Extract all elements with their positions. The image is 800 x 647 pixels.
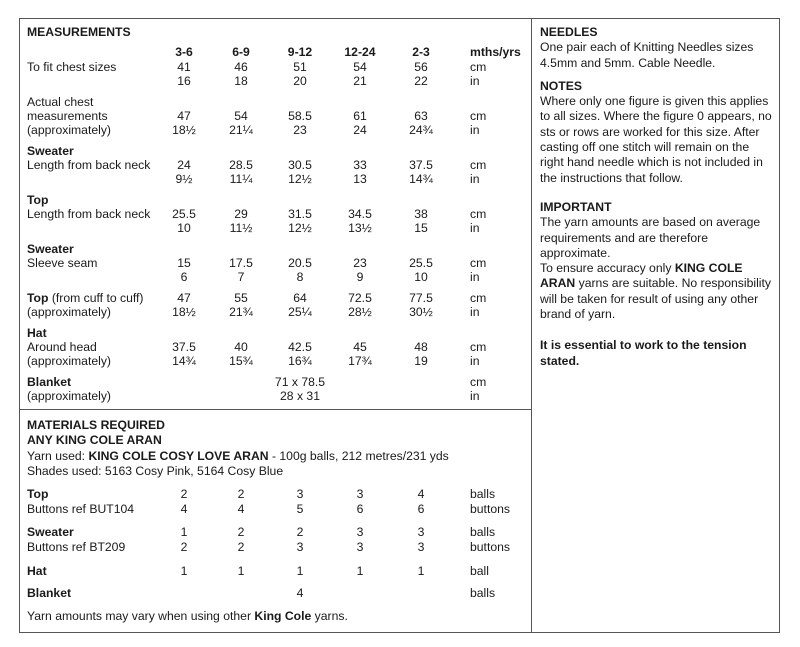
row-top-length-in-4: 15 (414, 221, 428, 235)
row-blanket-cm: 71 x 78.5 (274, 375, 326, 389)
row-chest-cm-3: 54 (353, 60, 367, 74)
row-blanket-unit-in: in (470, 389, 480, 403)
row-chest-in-0: 16 (177, 74, 191, 88)
row-actual-label-2: measurements (27, 109, 108, 123)
row-sweater-length-unit-in: in (470, 172, 480, 186)
row-top-length-cm-4: 38 (414, 207, 428, 221)
size-unit-header: mths/yrs (470, 45, 521, 59)
row-sweater-length-label: Length from back neck (27, 158, 151, 172)
yarn-name: KING COLE COSY LOVE ARAN (88, 449, 269, 463)
sweater-buttons-unit: buttons (470, 540, 510, 554)
row-sleeve-in-0: 6 (180, 270, 188, 284)
row-top-length-cm-3: 34.5 (348, 207, 372, 221)
top-balls-label: Top (27, 487, 49, 501)
row-top-cuff-cm-2: 64 (293, 291, 307, 305)
row-hat-unit-cm: cm (470, 340, 487, 354)
row-sleeve-in-2: 8 (296, 270, 304, 284)
needles-title: NEEDLES (540, 25, 598, 39)
blanket-label: Blanket (27, 586, 72, 600)
row-top-cuff-cm-0: 47 (177, 291, 191, 305)
sweater-buttons-val-2: 3 (296, 540, 304, 554)
row-actual-label-1: Actual chest (27, 95, 94, 109)
sweater-buttons-val-4: 3 (417, 540, 425, 554)
row-sleeve-cm-4: 25.5 (409, 256, 433, 270)
row-top-cuff-cm-4: 77.5 (409, 291, 433, 305)
row-top-length-in-1: 11½ (229, 221, 253, 235)
row-top-cuff-in-0: 18½ (172, 305, 196, 319)
row-hat-cm-2: 42.5 (288, 340, 312, 354)
row-sweater-length-in-1: 11¼ (229, 172, 253, 186)
top-balls-val-4: 4 (417, 487, 425, 501)
yarn-prefix: Yarn used: (27, 449, 89, 463)
row-chest-unit-cm: cm (470, 60, 487, 74)
row-blanket-unit-cm: cm (470, 375, 487, 389)
row-hat-in-0: 14¾ (172, 354, 196, 368)
top-balls-val-0: 2 (180, 487, 188, 501)
hat-balls-val-4: 1 (417, 564, 425, 578)
sweater-balls-label: Sweater (27, 525, 74, 539)
row-top-length-cm-1: 29 (234, 207, 248, 221)
row-hat-cm-4: 48 (414, 340, 428, 354)
top-balls-unit: balls (470, 487, 496, 501)
row-actual-cm-0: 47 (177, 109, 191, 123)
row-hat-heading: Hat (27, 326, 47, 340)
row-sleeve-cm-1: 17.5 (229, 256, 253, 270)
row-actual-in-3: 24 (353, 123, 367, 137)
row-chest-in-3: 21 (353, 74, 367, 88)
row-blanket-label: (approximately) (27, 389, 111, 403)
row-top-cuff-label: (approximately) (27, 305, 111, 319)
notes-title: NOTES (540, 78, 582, 93)
row-blanket-heading: Blanket (27, 375, 72, 389)
section-divider (19, 409, 531, 410)
top-buttons-unit: buttons (470, 502, 510, 516)
row-chest-in-2: 20 (293, 74, 307, 88)
important-text-1: The yarn amounts are based on average requirements and are therefore approximate. (540, 215, 761, 260)
row-top-length-cm-0: 25.5 (172, 207, 196, 221)
row-hat-cm-1: 40 (234, 340, 248, 354)
row-top-length-in-2: 12½ (288, 221, 312, 235)
row-top-length-in-0: 10 (177, 221, 191, 235)
row-top-cuff-heading-suffix: (from cuff to cuff) (48, 291, 144, 305)
size-header-4: 2-3 (412, 45, 430, 59)
row-top-cuff-unit-in: in (470, 305, 480, 319)
row-sleeve-cm-0: 15 (177, 256, 191, 270)
row-chest-cm-4: 56 (414, 60, 428, 74)
row-actual-cm-2: 58.5 (288, 109, 312, 123)
sweater-buttons-val-1: 2 (237, 540, 245, 554)
hat-balls-val-1: 1 (237, 564, 245, 578)
important-text-2-prefix: To ensure accuracy only (540, 261, 675, 276)
row-top-length-cm-2: 31.5 (288, 207, 312, 221)
row-top-length-unit-cm: cm (470, 207, 487, 221)
row-top-length-label: Length from back neck (27, 207, 151, 221)
important-text-2-suffix: yarns are suitable. No responsibility will be taken for result of using any other brand of yarn. (540, 276, 771, 322)
sweater-balls-val-0: 1 (180, 525, 188, 539)
row-sweater-length-in-3: 13 (353, 172, 367, 186)
materials-subtitle: ANY KING COLE ARAN (27, 433, 162, 447)
important-title: IMPORTANT (540, 199, 612, 214)
row-actual-cm-3: 61 (353, 109, 367, 123)
row-actual-in-1: 21¼ (229, 123, 253, 137)
row-sleeve-unit-in: in (470, 270, 480, 284)
row-hat-cm-3: 45 (353, 340, 367, 354)
yarn-suffix: - 100g balls, 212 metres/231 yds (268, 449, 449, 463)
row-top-cuff-in-2: 25¼ (288, 305, 312, 319)
row-top-cuff-in-3: 28½ (348, 305, 372, 319)
row-sweater-length-cm-2: 30.5 (288, 158, 312, 172)
measurements-title: MEASUREMENTS (27, 25, 131, 39)
row-sleeve-heading: Sweater (27, 242, 74, 256)
top-buttons-val-0: 4 (180, 502, 188, 516)
row-chest-in-1: 18 (234, 74, 248, 88)
size-header-2: 9-12 (287, 45, 313, 59)
row-chest-unit-in: in (470, 74, 480, 88)
top-balls-val-2: 3 (296, 487, 304, 501)
top-buttons-val-4: 6 (417, 502, 425, 516)
row-sweater-length-cm-3: 33 (353, 158, 367, 172)
row-top-cuff-heading-bold: Top (27, 291, 49, 305)
footer-suffix: yarns. (311, 609, 348, 623)
row-top-cuff-unit-cm: cm (470, 291, 487, 305)
row-sleeve-cm-2: 20.5 (288, 256, 312, 270)
blanket-val: 4 (296, 586, 304, 600)
important-text-2 (540, 261, 775, 322)
footer-prefix: Yarn amounts may vary when using other (27, 609, 255, 623)
row-actual-in-4: 24¾ (409, 123, 433, 137)
important-brand: KING COLE ARAN (540, 261, 743, 291)
blanket-unit: balls (470, 586, 496, 600)
row-chest-label: To fit chest sizes (27, 60, 117, 74)
row-sweater-length-heading: Sweater (27, 144, 74, 158)
sweater-buttons-val-3: 3 (356, 540, 364, 554)
row-top-cuff-cm-1: 55 (234, 291, 248, 305)
hat-balls-label: Hat (27, 564, 47, 578)
sweater-balls-val-2: 2 (296, 525, 304, 539)
row-actual-cm-1: 54 (234, 109, 248, 123)
row-top-cuff-in-4: 30½ (409, 305, 433, 319)
row-sleeve-in-3: 9 (356, 270, 364, 284)
row-chest-cm-2: 51 (293, 60, 307, 74)
yarn-used-line (27, 449, 449, 464)
row-sleeve-unit-cm: cm (470, 256, 487, 270)
sweater-balls-val-3: 3 (356, 525, 364, 539)
size-header-3: 12-24 (344, 45, 376, 59)
top-buttons-val-2: 5 (296, 502, 304, 516)
hat-balls-unit: ball (470, 564, 489, 578)
column-divider (531, 18, 532, 633)
row-blanket-in: 28 x 31 (280, 389, 320, 403)
row-chest-cm-1: 46 (234, 60, 248, 74)
sweater-balls-val-1: 2 (237, 525, 245, 539)
hat-balls-val-2: 1 (296, 564, 304, 578)
row-top-length-heading: Top (27, 193, 49, 207)
row-chest-in-4: 22 (414, 74, 428, 88)
materials-footer (27, 609, 348, 624)
tension-note: It is essential to work to the tension stated. (540, 338, 747, 368)
sweater-buttons-label: Buttons ref BT209 (27, 540, 126, 554)
footer-brand: King Cole (254, 609, 312, 623)
row-hat-in-3: 17¾ (348, 354, 372, 368)
right-column (540, 25, 775, 369)
row-sweater-length-unit-cm: cm (470, 158, 487, 172)
row-actual-unit-cm: cm (470, 109, 487, 123)
row-sweater-length-cm-4: 37.5 (409, 158, 433, 172)
sweater-balls-unit: balls (470, 525, 496, 539)
needles-text: One pair each of Knitting Needles sizes 4.5mm and 5mm. Cable Needle. (540, 40, 754, 70)
materials-title: MATERIALS REQUIRED (27, 418, 165, 432)
row-sweater-length-in-0: 9½ (175, 172, 193, 186)
row-actual-in-0: 18½ (172, 123, 196, 137)
row-actual-cm-4: 63 (414, 109, 428, 123)
row-sleeve-cm-3: 23 (353, 256, 367, 270)
size-header-1: 6-9 (232, 45, 250, 59)
row-actual-label-3: (approximately) (27, 123, 111, 137)
row-top-cuff-heading (27, 291, 144, 306)
row-sleeve-label: Sleeve seam (27, 256, 98, 270)
row-actual-unit-in: in (470, 123, 480, 137)
notes-text: Where only one figure is given this applies to all sizes. Where the figure 0 appears, no sts or rows are worked for this size. After casting off one stitch will remain on the right hand needle which is not included in the instructions that follow. (540, 94, 772, 185)
row-top-cuff-in-1: 21¾ (229, 305, 253, 319)
row-hat-in-1: 15¾ (229, 354, 253, 368)
row-hat-cm-0: 37.5 (172, 340, 196, 354)
row-actual-in-2: 23 (293, 123, 307, 137)
row-sweater-length-in-4: 14¾ (409, 172, 433, 186)
hat-balls-val-3: 1 (356, 564, 364, 578)
row-sweater-length-cm-0: 24 (177, 158, 191, 172)
size-header-0: 3-6 (175, 45, 193, 59)
row-hat-label-1: Around head (27, 340, 97, 354)
top-balls-val-3: 3 (356, 487, 364, 501)
row-chest-cm-0: 41 (177, 60, 191, 74)
top-buttons-val-3: 6 (356, 502, 364, 516)
shades-line: Shades used: 5163 Cosy Pink, 5164 Cosy Blue (27, 464, 284, 478)
row-hat-label-2: (approximately) (27, 354, 111, 368)
top-balls-val-1: 2 (237, 487, 245, 501)
row-hat-in-4: 19 (414, 354, 428, 368)
row-hat-unit-in: in (470, 354, 480, 368)
row-sweater-length-cm-1: 28.5 (229, 158, 253, 172)
sweater-buttons-val-0: 2 (180, 540, 188, 554)
row-top-cuff-cm-3: 72.5 (348, 291, 372, 305)
row-sweater-length-in-2: 12½ (288, 172, 312, 186)
sweater-balls-val-4: 3 (417, 525, 425, 539)
row-top-length-unit-in: in (470, 221, 480, 235)
row-sleeve-in-4: 10 (414, 270, 428, 284)
top-buttons-label: Buttons ref BUT104 (27, 502, 135, 516)
row-sleeve-in-1: 7 (237, 270, 245, 284)
row-top-length-in-3: 13½ (348, 221, 372, 235)
top-buttons-val-1: 4 (237, 502, 245, 516)
hat-balls-val-0: 1 (180, 564, 188, 578)
row-hat-in-2: 16¾ (288, 354, 312, 368)
